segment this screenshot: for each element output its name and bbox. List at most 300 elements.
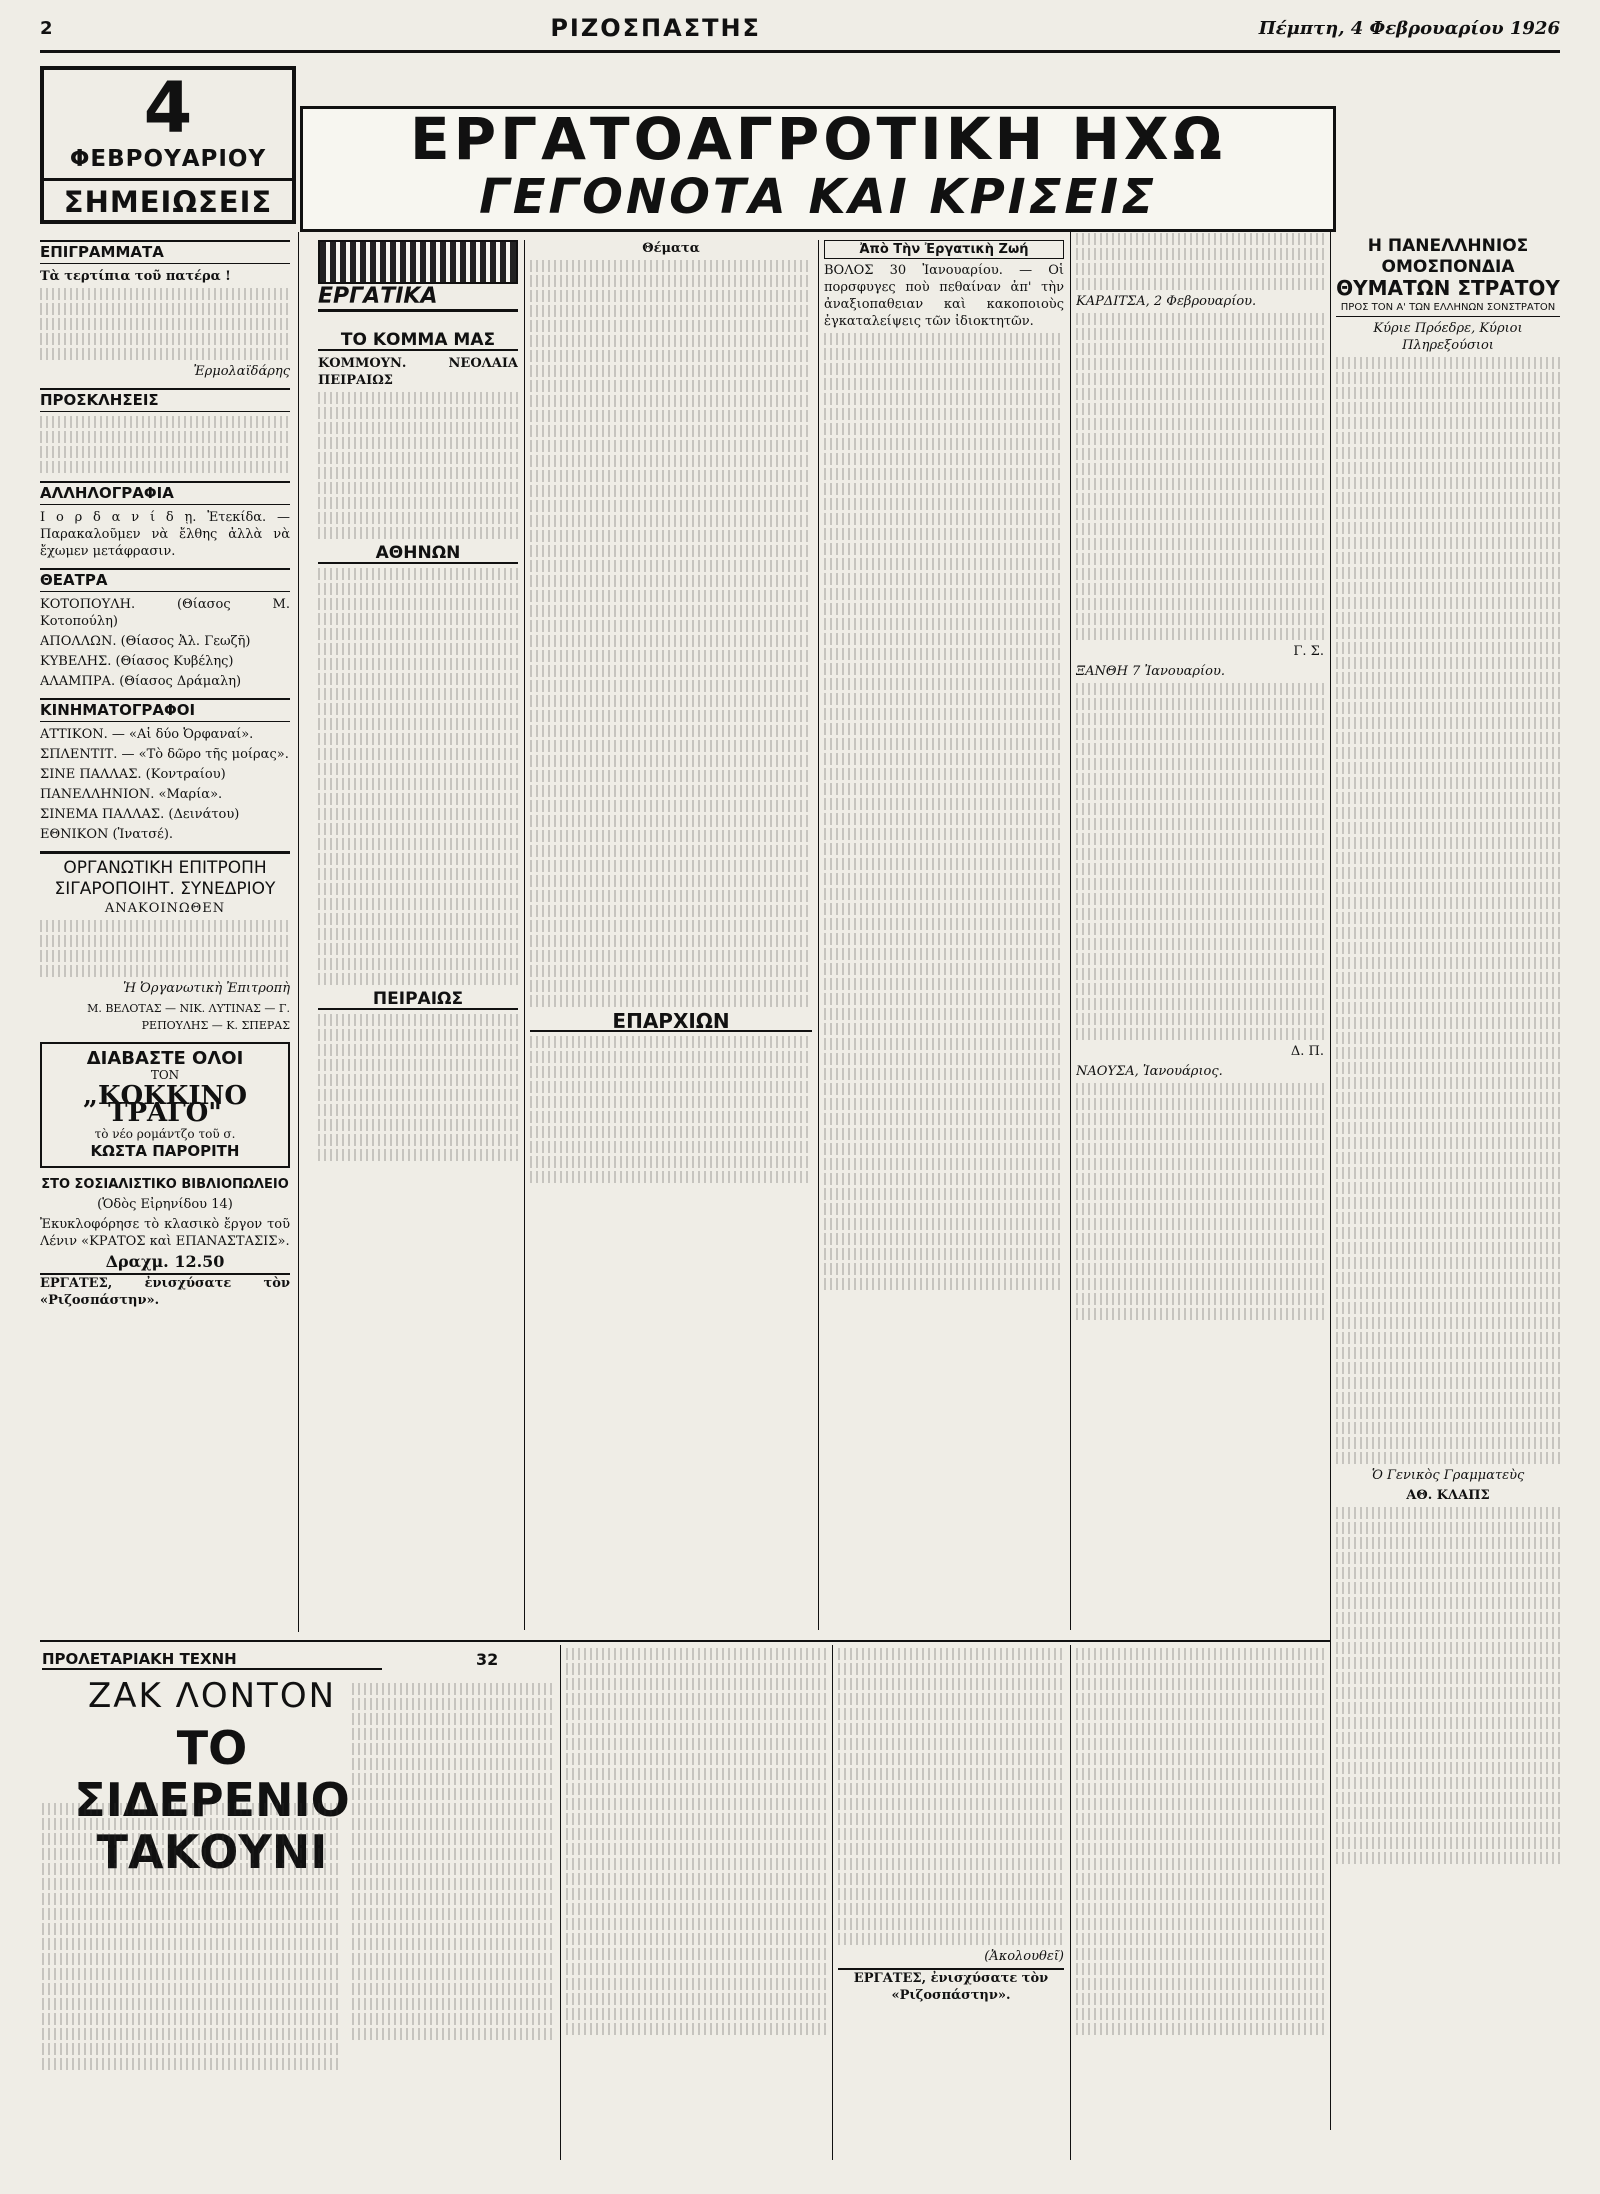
text-block [318, 613, 518, 625]
theatre-item: ΑΛΑΜΠΡΑ. (Θίασος Δράμαλη) [40, 674, 242, 689]
text-block [40, 920, 290, 932]
text-block [318, 868, 518, 880]
cinema-item: ΑΤΤΙΚΟΝ. — «Αἱ δύο Ὀρφαναί». [40, 727, 254, 742]
text-block [1076, 1263, 1324, 1275]
text-block [1076, 968, 1324, 980]
text-block [1336, 1597, 1560, 1609]
text-block [1336, 1137, 1560, 1149]
federation-title: Η ΠΑΝΕΛΛΗΝΙΟΣ ΟΜΟΣΠΟΝΔΙΑ [1367, 236, 1529, 277]
text-block [1076, 418, 1324, 430]
text-block [1076, 1798, 1324, 1810]
text-block [566, 1708, 826, 1720]
banner-subtitle: ΓΕΓΟΝΟΤΑ ΚΑΙ ΚΡΙΣΕΙΣ [479, 169, 1157, 225]
text-block [566, 1948, 826, 1960]
text-block [318, 422, 518, 434]
text-block [42, 2058, 342, 2070]
piraeus-heading: ΠΕΙΡΑΙΩΣ [318, 991, 518, 1010]
text-block [824, 498, 1064, 510]
text-block [1076, 448, 1324, 460]
column-rule [832, 1645, 833, 2160]
text-block [1076, 1963, 1324, 1975]
text-block [824, 1023, 1064, 1035]
text-block [530, 365, 812, 377]
text-block [1076, 1218, 1324, 1230]
text-block [352, 2013, 552, 2025]
text-block [1336, 927, 1560, 939]
text-block [824, 708, 1064, 720]
novel-advert [40, 1042, 290, 1168]
text-block [1076, 1143, 1324, 1155]
text-block [824, 663, 1064, 675]
youth-heading: ΚΟΜΜΟΥΝ. ΝΕΟΛΑΙΑ ΠΕΙΡΑΙΩΣ [318, 356, 518, 388]
text-block [1076, 683, 1324, 695]
text-block [318, 392, 518, 404]
text-block [1076, 773, 1324, 785]
text-block [530, 1171, 812, 1183]
text-block [352, 1893, 552, 1905]
text-block [318, 527, 518, 539]
text-block [318, 1134, 518, 1146]
text-block [530, 335, 812, 347]
text-block [1076, 938, 1324, 950]
text-block [824, 393, 1064, 405]
column-rule [560, 1645, 561, 2160]
text-block [40, 318, 290, 330]
text-block [318, 853, 518, 865]
text-block [530, 875, 812, 887]
text-block [530, 1111, 812, 1123]
text-block [352, 1863, 552, 1875]
column-rule [1070, 1645, 1071, 2160]
text-block [42, 2028, 342, 2040]
cinema-item: ΣΙΝΕ ΠΑΛΛΑΣ. (Κοντραίου) [40, 767, 226, 782]
text-block [1076, 1783, 1324, 1795]
text-block [566, 1753, 826, 1765]
text-block [566, 1993, 826, 2005]
text-block [824, 1233, 1064, 1245]
text-block [318, 838, 518, 850]
committee-subtitle: ΑΝΑΚΟΙΝΩΘΕΝ [104, 901, 226, 916]
text-block [824, 468, 1064, 480]
cinema-item: ΣΠΛΕΝΤΙΤ. — «Τὸ δῶρο τῆς μοίρας». [40, 747, 289, 762]
text-block [1076, 1843, 1324, 1855]
text-block [824, 1113, 1064, 1125]
text-block [824, 438, 1064, 450]
themes-heading: Θέματα [642, 241, 700, 256]
text-block [824, 1188, 1064, 1200]
text-block [40, 935, 290, 947]
text-block [566, 1783, 826, 1795]
text-block [530, 905, 812, 917]
workers-life-heading: Ἀπὸ Τὴν Ἐργατικὴ Ζωή [824, 240, 1064, 259]
text-block [352, 1713, 552, 1725]
page-number: 2 [40, 17, 53, 39]
ergatika-title: ΕΡΓΑΤΙΚΑ [318, 284, 518, 312]
support-appeal: ΕΡΓΑΤΕΣ, ἐνισχύσατε τὸν «Ριζοσπάστην». [40, 1273, 290, 1309]
text-block [1336, 777, 1560, 789]
text-block [530, 260, 812, 272]
issue-date: Πέμπτη, 4 Φεβρουαρίου 1926 [1258, 17, 1560, 39]
text-block [566, 1723, 826, 1735]
cinemas-heading: ΚΙΝΗΜΑΤΟΓΡΑΦΟΙ [40, 698, 290, 722]
text-block [40, 446, 290, 458]
text-block [1076, 1888, 1324, 1900]
text-block [530, 605, 812, 617]
text-block [1336, 1732, 1560, 1744]
signature-gs: Γ. Σ. [1293, 644, 1324, 659]
text-block [1076, 1098, 1324, 1110]
text-block [1336, 1837, 1560, 1849]
text-block [1076, 1993, 1324, 2005]
text-block [318, 748, 518, 760]
text-block [1076, 1293, 1324, 1305]
text-block [1336, 942, 1560, 954]
text-block [530, 545, 812, 557]
cinema-item: ΕΘΝΙΚΟΝ (Ἰνατσέ). [40, 827, 174, 842]
text-block [352, 1848, 552, 1860]
text-block [566, 1813, 826, 1825]
text-block [318, 1149, 518, 1161]
text-block [824, 1128, 1064, 1140]
text-block [42, 1803, 342, 1815]
text-block [824, 918, 1064, 930]
epigram-signature: Ἐρμολαϊδάρης [193, 364, 290, 379]
text-block [1336, 1287, 1560, 1299]
text-block [824, 993, 1064, 1005]
text-block [1336, 1077, 1560, 1089]
text-block [318, 883, 518, 895]
text-block [566, 1678, 826, 1690]
text-block [1336, 417, 1560, 429]
text-block [1076, 628, 1324, 640]
text-block [530, 515, 812, 527]
text-block [530, 1156, 812, 1168]
text-block [824, 1083, 1064, 1095]
serial-col-1 [42, 1800, 342, 2160]
text-block [1076, 1723, 1324, 1735]
text-block [824, 333, 1064, 345]
text-block [42, 2043, 342, 2055]
text-block [824, 1248, 1064, 1260]
text-block [530, 740, 812, 752]
advert-article: ΤΟΝ [150, 1068, 180, 1082]
text-block [530, 1081, 812, 1093]
text-block [530, 935, 812, 947]
text-block [1336, 852, 1560, 864]
volos-dateline: ΒΟΛΟΣ 30 Ἰανουαρίου. — Οἱ πορσφυγες ποὺ πεθαίναν ἀπ' τὴν ἀναξιοπαθειαν καὶ κακοποιοὺς ἐγκαταλείψεις τῶν ἰδιοκτητῶν. [824, 263, 1064, 329]
text-block [824, 963, 1064, 975]
text-block [40, 288, 290, 300]
text-block [40, 303, 290, 315]
text-block [838, 1873, 1064, 1885]
text-block [318, 1029, 518, 1041]
text-block [1076, 1158, 1324, 1170]
text-block [1336, 657, 1560, 669]
text-block [1336, 957, 1560, 969]
text-block [530, 1126, 812, 1138]
text-block [40, 416, 290, 428]
text-block [352, 1833, 552, 1845]
text-block [352, 1998, 552, 2010]
text-block [1336, 462, 1560, 474]
text-block [318, 583, 518, 595]
text-block [824, 738, 1064, 750]
karditsa-dateline: ΚΑΡΔΙΤΣΑ, 2 Φεβρουαρίου. [1076, 294, 1257, 309]
text-block [530, 320, 812, 332]
text-block [1076, 698, 1324, 710]
text-block [318, 1104, 518, 1116]
provinces-heading: ΕΠΑΡΧΙΩΝ [530, 1013, 812, 1032]
text-block [530, 590, 812, 602]
signatory-name: ΑΘ. ΚΛΑΠΣ [1406, 1488, 1490, 1503]
text-block [1076, 923, 1324, 935]
text-block [1336, 492, 1560, 504]
text-block [1076, 758, 1324, 770]
text-block [352, 1878, 552, 1890]
text-block [318, 733, 518, 745]
text-block [824, 528, 1064, 540]
text-block [530, 770, 812, 782]
federation-greeting: Κύριε Πρόεδρε, Κύριοι Πληρεξούσιοι [1373, 321, 1523, 353]
text-block [1076, 1308, 1324, 1320]
text-block [40, 348, 290, 360]
column-rule [524, 240, 525, 1630]
text-block [1336, 357, 1560, 369]
text-block [824, 1098, 1064, 1110]
text-block [352, 1788, 552, 1800]
theatre-item: ΚΟΤΟΠΟΥΛΗ. (Θίασος Μ. Κοτοπούλη) [40, 597, 290, 629]
text-block [824, 723, 1064, 735]
serial-installment: 32 [476, 1650, 499, 1669]
text-block [1076, 373, 1324, 385]
serial-author: ΖΑΚ ΛΟΝΤΟΝ [87, 1676, 337, 1716]
text-block [1336, 1582, 1560, 1594]
text-block [1076, 358, 1324, 370]
text-block [824, 1203, 1064, 1215]
text-block [1076, 403, 1324, 415]
text-block [1336, 1167, 1560, 1179]
text-block [318, 643, 518, 655]
text-block [318, 1119, 518, 1131]
text-block [838, 1753, 1064, 1765]
text-block [42, 1923, 342, 1935]
text-block [1076, 313, 1324, 325]
text-block [352, 1683, 552, 1695]
text-block [318, 928, 518, 940]
text-block [1076, 598, 1324, 610]
text-block [824, 933, 1064, 945]
text-block [1336, 1747, 1560, 1759]
text-block [530, 785, 812, 797]
text-block [42, 2013, 342, 2025]
text-block [838, 1648, 1064, 1660]
text-block [566, 1918, 826, 1930]
text-block [1076, 1813, 1324, 1825]
text-block [530, 410, 812, 422]
text-block [1076, 878, 1324, 890]
text-block [1076, 908, 1324, 920]
text-block [1336, 1062, 1560, 1074]
text-block [824, 1068, 1064, 1080]
text-block [824, 1218, 1064, 1230]
signature-dp: Δ. Π. [1290, 1044, 1324, 1059]
text-block [1076, 1278, 1324, 1290]
text-block [824, 423, 1064, 435]
text-block [824, 558, 1064, 570]
text-block [1076, 583, 1324, 595]
banner-title: ΕΡΓΑΤΟΑΓΡΟΤΙΚΗ ΗΧΩ [410, 105, 1226, 173]
text-block [352, 1743, 552, 1755]
text-block [566, 1873, 826, 1885]
text-block [566, 1693, 826, 1705]
text-block [318, 628, 518, 640]
text-block [1336, 1317, 1560, 1329]
text-block [566, 1933, 826, 1945]
cinema-item: ΣΙΝΕΜΑ ΠΑΛΛΑΣ. (Δεινάτου) [40, 807, 240, 822]
text-block [1076, 803, 1324, 815]
text-block [1076, 1873, 1324, 1885]
text-block [1076, 263, 1324, 275]
text-block [824, 783, 1064, 795]
text-block [530, 1096, 812, 1108]
text-block [318, 823, 518, 835]
text-block [824, 453, 1064, 465]
text-block [42, 1833, 342, 1845]
text-block [530, 1066, 812, 1078]
text-block [1076, 1753, 1324, 1765]
text-block [352, 1953, 552, 1965]
text-block [566, 2023, 826, 2035]
text-block [838, 1813, 1064, 1825]
text-block [1336, 567, 1560, 579]
xanthi-dateline: ΞΑΝΘΗ 7 Ἰανουαρίου. [1076, 664, 1226, 679]
text-block [566, 1663, 826, 1675]
text-block [566, 1888, 826, 1900]
text-block [838, 1798, 1064, 1810]
text-block [838, 1783, 1064, 1795]
text-block [838, 1768, 1064, 1780]
bottom-support-appeal: ΕΡΓΑΤΕΣ, ἐνισχύσατε τὸν «Ριζοσπάστην». [838, 1968, 1064, 2004]
text-block [1336, 717, 1560, 729]
text-block [530, 425, 812, 437]
text-block [566, 1768, 826, 1780]
text-block [530, 800, 812, 812]
text-block [1076, 248, 1324, 260]
text-block [530, 710, 812, 722]
committee-title: ΟΡΓΑΝΩΤΙΚΗ ΕΠΙΤΡΟΠΗ ΣΙΓΑΡΟΠΟΙΗΤ. ΣΥΝΕΔΡΙΟΥ [54, 858, 276, 899]
text-block [1336, 972, 1560, 984]
text-block [824, 888, 1064, 900]
text-block [1336, 1687, 1560, 1699]
correspondence-text: Ι ο ρ δ α ν ί δ ῃ. Ἐτεκίδα. — Παρακαλοῦμεν νὰ ἔλθης ἀλλὰ νὰ ἔχωμεν μετάφρασιν. [40, 510, 290, 559]
text-block [1076, 833, 1324, 845]
text-block [1076, 278, 1324, 290]
text-block [1336, 1807, 1560, 1819]
text-block [352, 1773, 552, 1785]
text-block [566, 1858, 826, 1870]
text-block [824, 858, 1064, 870]
invitations-heading: ΠΡΟΣΚΛΗΣΕΙΣ [40, 388, 290, 412]
theatre-item: ΚΥΒΕΛΗΣ. (Θίασος Κυβέλης) [40, 654, 234, 669]
section-divider [40, 1640, 1330, 1642]
text-block [1076, 1768, 1324, 1780]
date-box [40, 66, 296, 224]
text-block [1336, 1702, 1560, 1714]
notes-heading: ΣΗΜΕΙΩΣΕΙΣ [44, 178, 292, 219]
text-block [530, 1141, 812, 1153]
text-block [1336, 1407, 1560, 1419]
serial-col-3 [566, 1645, 826, 2160]
text-block [824, 873, 1064, 885]
serial-col-2 [352, 1680, 552, 2160]
organizing-committee [40, 851, 290, 1034]
text-block [42, 1908, 342, 1920]
text-block [1336, 1047, 1560, 1059]
text-block [318, 703, 518, 715]
text-block [1336, 762, 1560, 774]
text-block [838, 1933, 1064, 1945]
date-month: ΦΕΒΡΟΥΑΡΙΟΥ [69, 146, 267, 172]
text-block [1076, 388, 1324, 400]
cinema-item: ΠΑΝΕΛΛΗΝΙΟΝ. «Μαρία». [40, 787, 223, 802]
text-block [318, 958, 518, 970]
text-block [530, 440, 812, 452]
text-block [824, 543, 1064, 555]
text-block [1076, 743, 1324, 755]
text-block [318, 497, 518, 509]
text-block [1076, 1693, 1324, 1705]
text-block [1336, 1852, 1560, 1864]
text-block [1336, 882, 1560, 894]
text-block [838, 1678, 1064, 1690]
text-block [530, 995, 812, 1007]
text-block [1336, 1242, 1560, 1254]
text-block [824, 618, 1064, 630]
text-block [352, 1818, 552, 1830]
text-block [318, 1059, 518, 1071]
text-block [1076, 728, 1324, 740]
text-block [1076, 1903, 1324, 1915]
text-block [42, 1893, 342, 1905]
text-block [1336, 597, 1560, 609]
epigrams-heading: ΕΠΙΓΡΑΜΜΑΤΑ [40, 240, 290, 264]
text-block [838, 1888, 1064, 1900]
text-block [1336, 582, 1560, 594]
text-block [1336, 702, 1560, 714]
text-block [1336, 1657, 1560, 1669]
text-block [1336, 1302, 1560, 1314]
text-block [1076, 1978, 1324, 1990]
column-5 [1076, 230, 1324, 1630]
text-block [1336, 1032, 1560, 1044]
text-block [824, 603, 1064, 615]
page-header [40, 6, 1560, 53]
text-block [1076, 1203, 1324, 1215]
text-block [824, 408, 1064, 420]
text-block [1336, 1672, 1560, 1684]
text-block [40, 333, 290, 345]
text-block [530, 830, 812, 842]
text-block [1076, 1113, 1324, 1125]
text-block [318, 467, 518, 479]
text-block [318, 913, 518, 925]
text-block [1076, 1128, 1324, 1140]
text-block [1336, 1362, 1560, 1374]
text-block [824, 753, 1064, 765]
serial-title: ΤΟ ΣΙΔΕΡΕΝΙΟ ΤΑΚΟΥΝΙ [74, 1721, 350, 1879]
text-block [1336, 1152, 1560, 1164]
text-block [824, 1008, 1064, 1020]
